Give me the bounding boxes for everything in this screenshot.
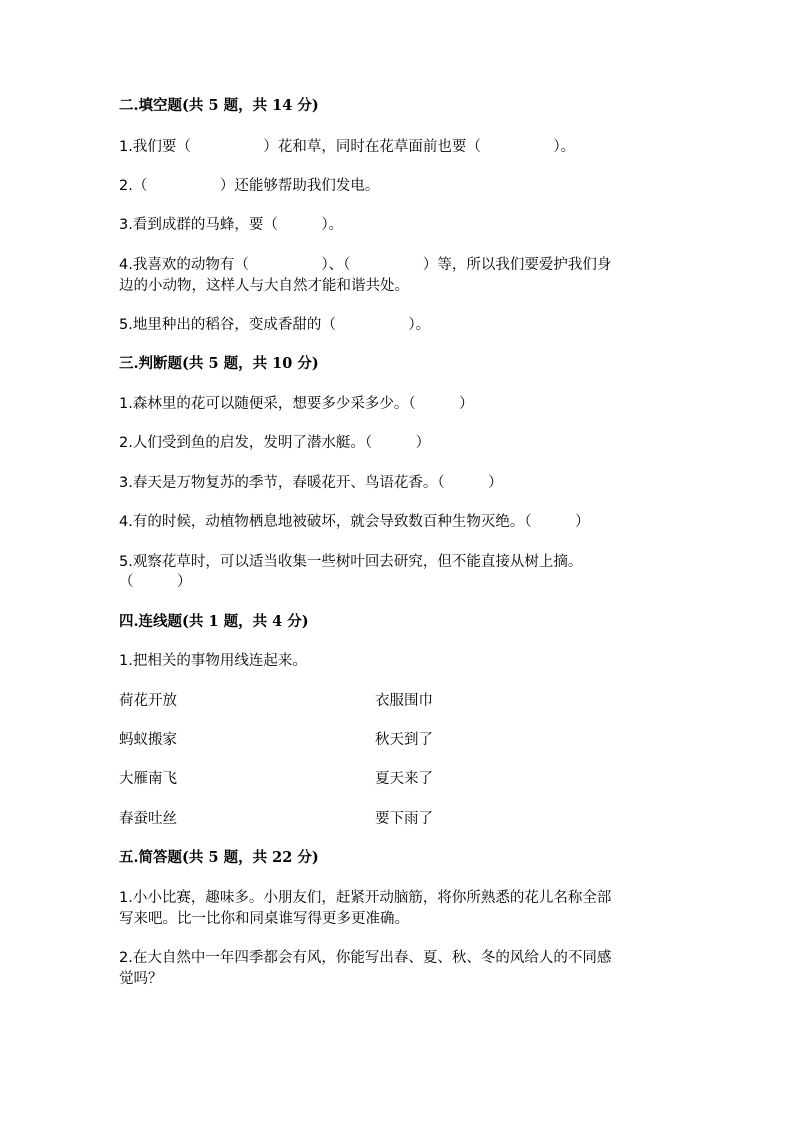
true-false-question-5-line-1: 5.观察花草时，可以适当收集一些树叶回去研究，但不能直接从树上摘。 <box>119 554 583 570</box>
matching-left-item: 春蚕吐丝 <box>119 811 177 827</box>
true-false-question-1: 1.森林里的花可以随便采，想要多少采多少。（ ） <box>119 396 474 412</box>
true-false-question-3: 3.春天是万物复苏的季节，春暖花开、鸟语花香。（ ） <box>119 475 503 491</box>
matching-right-item: 衣服围巾 <box>375 693 433 709</box>
matching-right-item: 秋天到了 <box>375 732 433 748</box>
matching-left-item: 大雁南飞 <box>119 771 177 787</box>
true-false-question-5-line-2: （ ） <box>119 574 192 590</box>
short-answer-question-1-line-1: 1.小小比赛，趣味多。小朋友们，赶紧开动脑筋，将你所熟悉的花儿名称全部 <box>119 890 612 906</box>
fill-blank-question-2: 2.（ ）还能够帮助我们发电。 <box>119 178 380 194</box>
section-heading-matching: 四.连线题(共 1 题，共 4 分) <box>119 613 309 630</box>
true-false-question-2: 2.人们受到鱼的启发，发明了潜水艇。（ ） <box>119 435 431 451</box>
section-heading-short-answer: 五.简答题(共 5 题，共 22 分) <box>119 849 319 866</box>
fill-blank-question-4-line-2: 边的小动物，这样人与大自然才能和谐共处。 <box>119 278 409 294</box>
matching-question-1: 1.把相关的事物用线连起来。 <box>119 653 307 669</box>
short-answer-question-1-line-2: 写来吧。比一比你和同桌谁写得更多更准确。 <box>119 911 409 927</box>
true-false-question-4: 4.有的时候，动植物栖息地被破坏，就会导致数百种生物灭绝。（ ） <box>119 514 590 530</box>
matching-right-item: 要下雨了 <box>375 811 433 827</box>
short-answer-question-2-line-1: 2.在大自然中一年四季都会有风，你能写出春、夏、秋、冬的风给人的不同感 <box>119 950 612 966</box>
short-answer-question-2-line-2: 觉吗？ <box>119 971 163 987</box>
fill-blank-question-1: 1.我们要（ ）花和草，同时在花草面前也要（ ）。 <box>119 139 576 155</box>
matching-right-item: 夏天来了 <box>375 771 433 787</box>
fill-blank-question-4-line-1: 4.我喜欢的动物有（ ）、（ ）等，所以我们要爱护我们身 <box>119 257 612 273</box>
fill-blank-question-5: 5.地里种出的稻谷，变成香甜的（ ）。 <box>119 317 431 333</box>
fill-blank-question-3: 3.看到成群的马蜂，要（ ）。 <box>119 217 344 233</box>
matching-left-item: 荷花开放 <box>119 693 177 709</box>
section-heading-true-false: 三.判断题(共 5 题，共 10 分) <box>119 355 319 372</box>
matching-left-item: 蚂蚁搬家 <box>119 732 177 748</box>
section-heading-fill-blank: 二.填空题(共 5 题，共 14 分) <box>119 97 319 114</box>
